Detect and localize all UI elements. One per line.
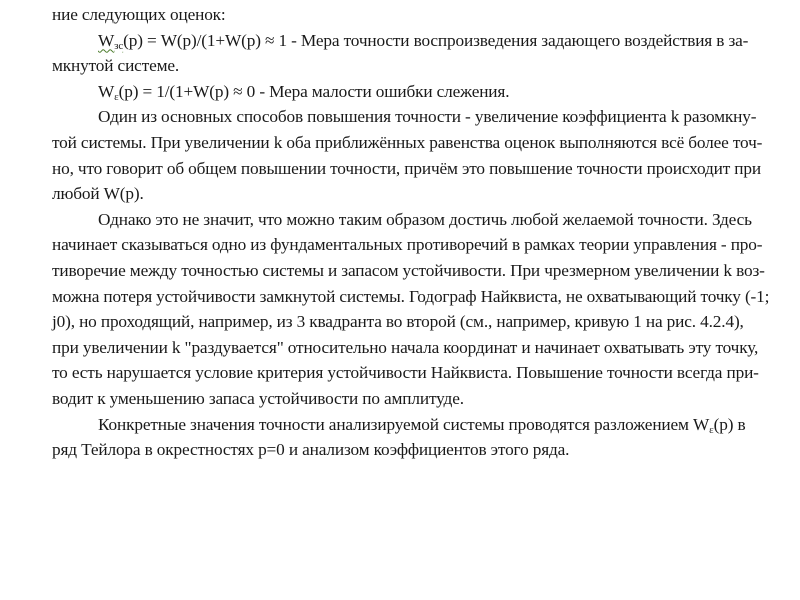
formula-line-we: $W_\varepsilon(p) = 1/(1+W(p) \approx 0$ - Мера малости ошибки слежения. bbox=[98, 81, 510, 103]
text-line: ние следующих оценок: bbox=[52, 5, 226, 24]
formula-symbol-w: $W_{зс}$ bbox=[98, 30, 124, 52]
text-line: мкнутой системе. bbox=[52, 56, 180, 76]
subscript: ε bbox=[114, 90, 119, 103]
paragraph-line: начинает сказываться одно из фундаментальных противоречий в рамках теории управления - про- bbox=[52, 235, 763, 255]
paragraph-line: можна потеря устойчивости замкнутой системы. Годограф Найквиста, не охватывающий точку (-1; bbox=[52, 286, 770, 306]
paragraph-line: но, что говорит об общем повышении точности, причём это повышение точности происходит при bbox=[52, 158, 761, 178]
paragraph-line: Однако это не значит, что можно таким образом достичь любой желаемой точности. Здесь bbox=[98, 209, 752, 229]
document-body bbox=[52, 2, 770, 463]
subscript: ε bbox=[709, 423, 714, 436]
paragraph-line: ряд Тейлора в окрестностях p=0 и анализом коэффициентов этого ряда. bbox=[52, 440, 570, 460]
formula-line-wzs: $W_{зс}(p) = W(p)/(1+W(p) \approx 1$ - Мера точности воспроизведения задающего воздействия в за- bbox=[98, 30, 749, 52]
paragraph-line: то есть нарушается условие критерия устойчивости Найквиста. Повышение точности всегда при- bbox=[52, 363, 759, 383]
paragraph-line: j0), но проходящий, например, из 3 квадранта во второй (см., например, кривую 1 на рис. 4.2.4), bbox=[52, 312, 744, 332]
subscript: зс bbox=[114, 39, 124, 52]
paragraph-line: той системы. При увеличении k оба приближённых равенства оценок выполняются всё более точ- bbox=[52, 132, 763, 152]
paragraph-line: Конкретные значения точности анализируемой системы проводятся разложением $W_\varepsilon(p)$ в bbox=[98, 414, 746, 436]
paragraph-line: тиворечие между точностью системы и запасом устойчивости. При чрезмерном увеличении k воз- bbox=[52, 260, 765, 280]
paragraph-line: Один из основных способов повышения точности - увеличение коэффициента k разомкну- bbox=[98, 107, 757, 127]
paragraph-line: водит к уменьшению запаса устойчивости по амплитуде. bbox=[52, 388, 464, 408]
paragraph-line: при увеличении k "раздувается" относительно начала координат и начинает охватывать эту точку, bbox=[52, 337, 759, 357]
paragraph-line: любой W(p). bbox=[52, 184, 144, 204]
